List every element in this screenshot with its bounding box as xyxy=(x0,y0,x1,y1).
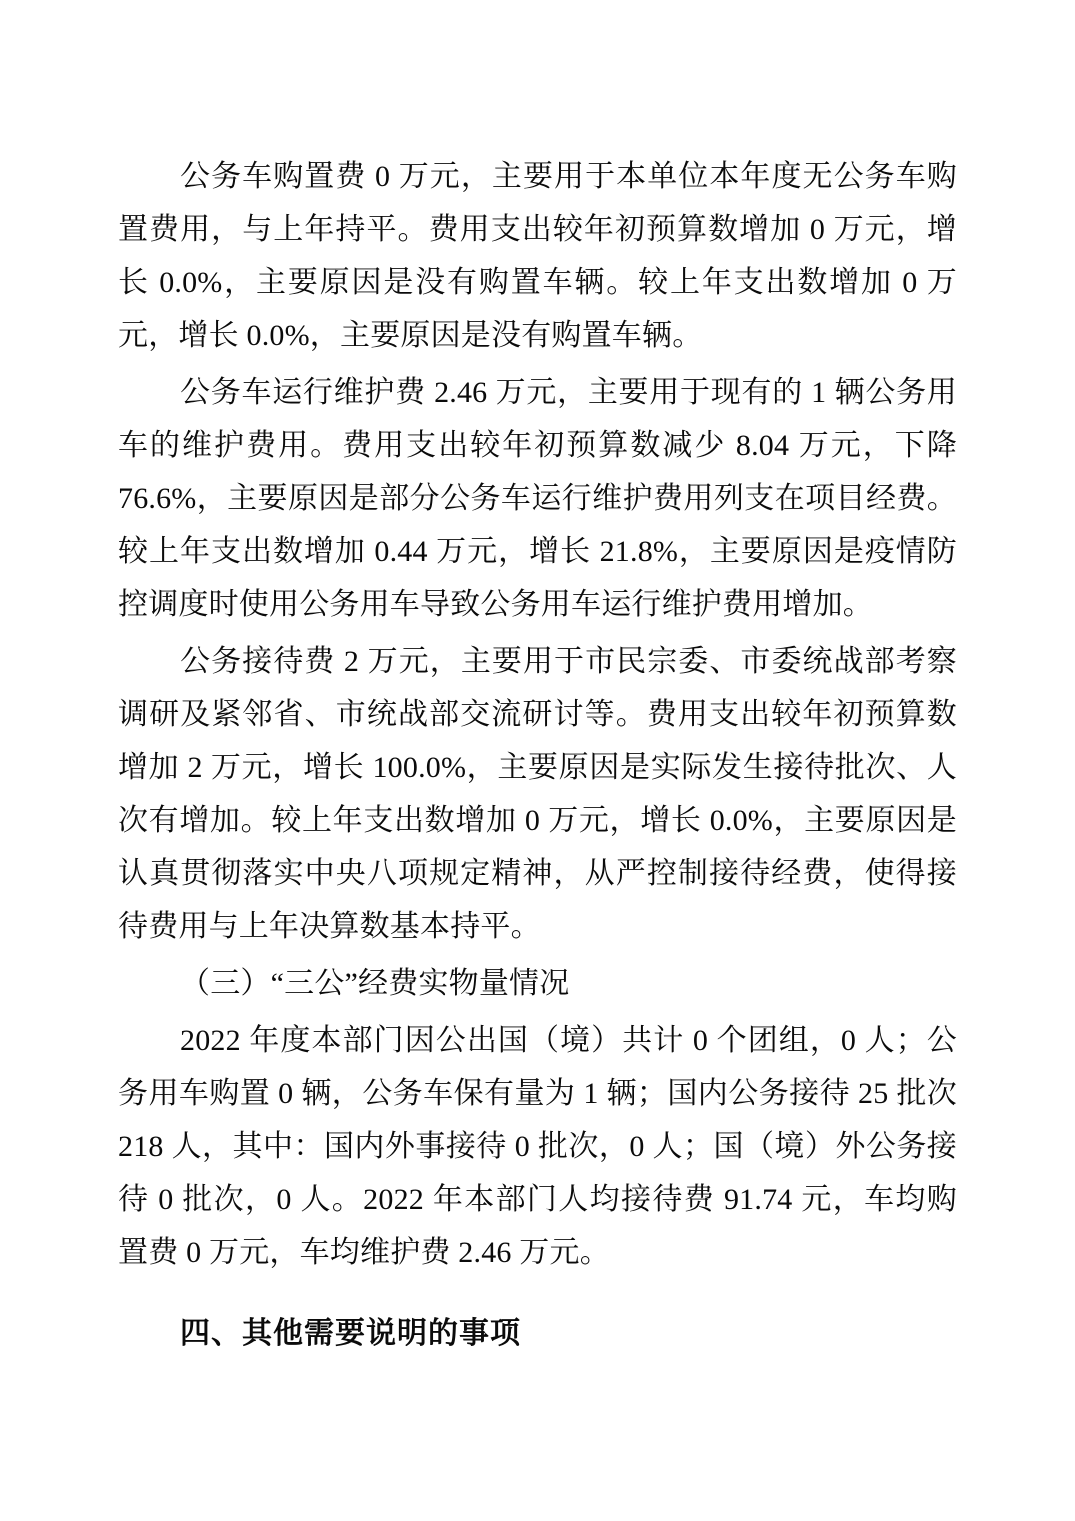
heading-section-four: 四、其他需要说明的事项 xyxy=(180,1317,521,1350)
paragraph-vehicle-maintenance-fee: 公务车运行维护费 2.46 万元，主要用于现有的 1 辆公务用车的维护费用。费用支出较年初预算数减少 8.04 万元，下降 76.6%，主要原因是部分公务车运行维护费用列支在项目经费。较上年支出数增加 0.44 万元，增长 21.8%，主要原因是疫情防控调度时使用公务用车导致公务用车运行维护费用增加。 xyxy=(118,376,957,621)
document-body xyxy=(118,150,957,1360)
paragraph-physical-quantity-detail: 2022 年度本部门因公出国（境）共计 0 个团组，0 人；公务用车购置 0 辆，公务车保有量为 1 辆；国内公务接待 25 批次 218 人，其中：国内外事接待 0 批次，0 人；国（境）外公务接待 0 批次，0 人。2022 年本部门人均接待费 91.74 元，车均购置费 0 万元，车均维护费 2.46 万元。 xyxy=(118,1024,957,1269)
paragraph-official-reception-fee: 公务接待费 2 万元，主要用于市民宗委、市委统战部考察调研及紧邻省、市统战部交流研讨等。费用支出较年初预算数增加 2 万元，增长 100.0%，主要原因是实际发生接待批次、人次有增加。较上年支出数增加 0 万元，增长 0.0%，主要原因是认真贯彻落实中央八项规定精神，从严控制接待经费，使得接待费用与上年决算数基本持平。 xyxy=(118,645,957,943)
heading-section-three: （三）“三公”经费实物量情况 xyxy=(180,967,570,1000)
section-spacer xyxy=(118,1283,957,1289)
paragraph-vehicle-purchase-fee: 公务车购置费 0 万元，主要用于本单位本年度无公务车购置费用，与上年持平。费用支出较年初预算数增加 0 万元，增长 0.0%，主要原因是没有购置车辆。较上年支出数增加 0 万元，增长 0.0%，主要原因是没有购置车辆。 xyxy=(118,160,957,352)
